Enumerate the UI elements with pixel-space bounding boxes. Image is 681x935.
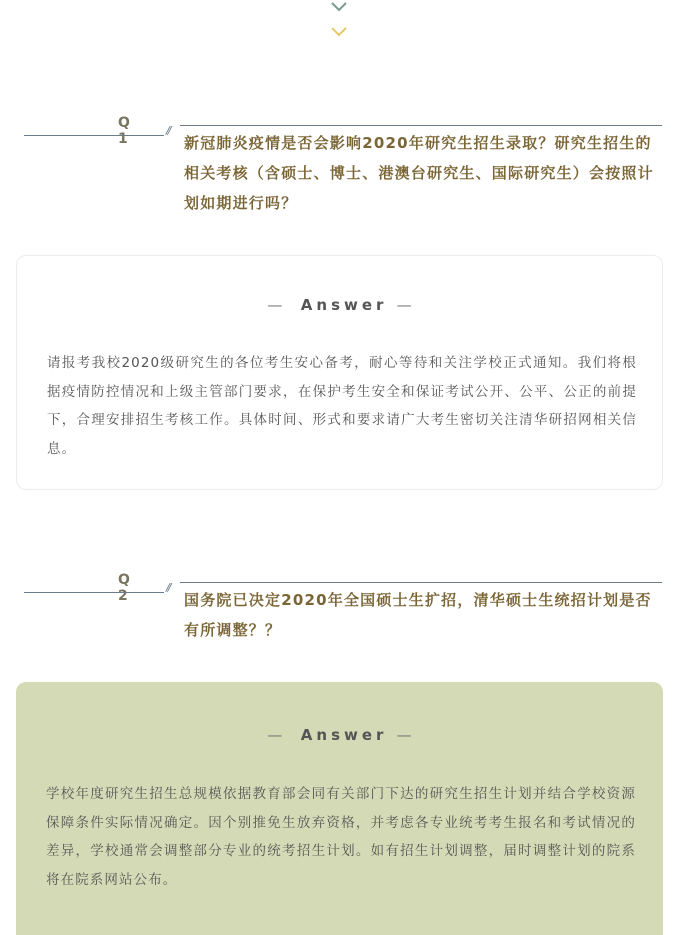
divider-line: [180, 582, 662, 583]
chevron-down-icon: [330, 26, 348, 38]
divider-line: [180, 125, 662, 126]
question-text: 国务院已决定2020年全国硕士生扩招，清华硕士生统招计划是否有所调整？？: [184, 591, 652, 639]
divider-line: [24, 135, 164, 136]
answer-heading: — Answer —: [267, 296, 412, 314]
question-label: Q 2: [118, 572, 135, 604]
chevron-down-icon: [330, 1, 348, 13]
divider-line: [24, 592, 164, 593]
slash-decoration: //: [166, 581, 170, 594]
question-label: Q 1: [118, 115, 135, 147]
answer-card: [16, 255, 663, 490]
answer-heading: — Answer —: [267, 726, 412, 744]
answer-card: [16, 682, 663, 935]
question-text: 新冠肺炎疫情是否会影响2020年研究生招生录取？研究生招生的相关考核（含硕士、博士、港澳台研究生、国际研究生）会按照计划如期进行吗？: [184, 134, 654, 212]
slash-decoration: //: [166, 124, 170, 137]
answer-text: 请报考我校2020级研究生的各位考生安心备考，耐心等待和关注学校正式通知。我们将根据疫情防控情况和上级主管部门要求，在保护考生安全和保证考试公开、公平、公正的前提下，合理安排招生考核工作。具体时间、形式和要求请广大考生密切关注清华研招网相关信息。: [47, 355, 637, 457]
answer-text: 学校年度研究生招生总规模依据教育部会同有关部门下达的研究生招生计划并结合学校资源保障条件实际情况确定。因个别推免生放弃资格，并考虑各专业统考考生报名和考试情况的差异，学校通常会调整部分专业的统考招生计划。如有招生计划调整，届时调整计划的院系将在院系网站公布。: [46, 786, 636, 888]
